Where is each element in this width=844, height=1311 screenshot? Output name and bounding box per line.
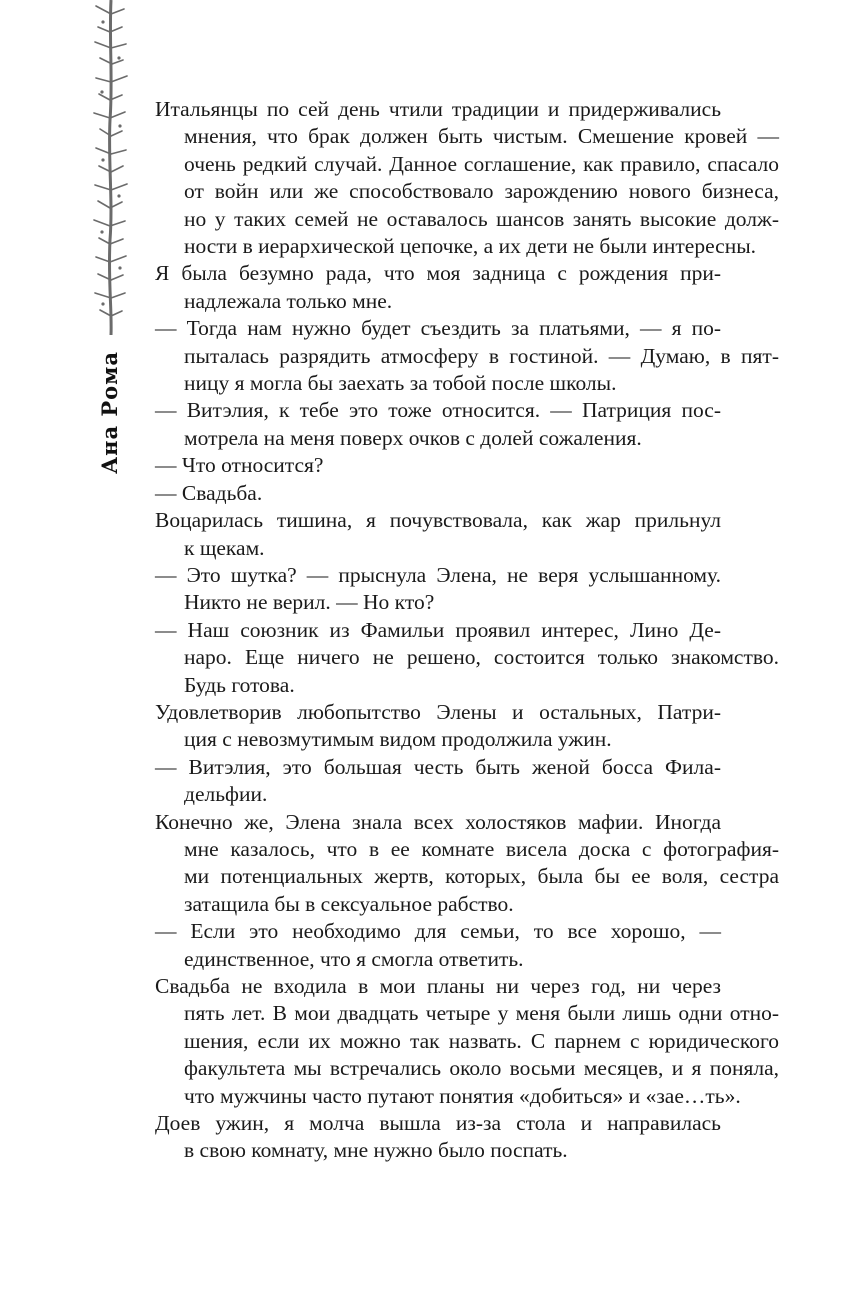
- text-line: Никто не верил. — Но кто?: [184, 590, 435, 615]
- text-line: Я была безумно рада, что моя задница с рождения при-: [155, 261, 721, 286]
- paragraph: [155, 452, 779, 479]
- text-line: ности в иерархической цепочке, а их дети не были интересны.: [184, 234, 757, 259]
- text-line: — Если это необходимо для семьи, то все хорошо, —: [155, 919, 721, 944]
- text-line: шения, если их можно так назвать. С парнем с юридического: [184, 1028, 779, 1053]
- paragraph: [155, 507, 779, 562]
- text-line: ницу я могла бы заехать за тобой после школы.: [184, 371, 617, 396]
- text-line: пыталась разрядить атмосферу в гостиной. — Думаю, в пят-: [184, 343, 779, 368]
- paragraph: [155, 918, 779, 973]
- text-line: Удовлетворив любопытство Элены и остальных, Патри-: [155, 699, 721, 724]
- text-line: Свадьба не входила в мои планы ни через год, ни через: [155, 974, 721, 998]
- text-line: дельфии.: [184, 782, 268, 807]
- text-line: от войн или же способствовало зарождению нового бизнеса,: [184, 179, 779, 204]
- text-line: Будь готова.: [184, 672, 295, 697]
- text-line: в свою комнату, мне нужно было поспать.: [184, 1138, 568, 1163]
- text-line: надлежала только мне.: [184, 288, 393, 313]
- paragraph: [155, 809, 779, 919]
- text-line: — Тогда нам нужно будет съездить за платьями, — я по-: [155, 316, 721, 341]
- text-line: пять лет. В мои двадцать четыре у меня были лишь одни отно-: [184, 1001, 779, 1026]
- running-head-author: [92, 352, 128, 472]
- paragraph: [155, 480, 779, 507]
- text-line: ми потенциальных жертв, которых, была бы ее воля, сестра: [184, 864, 779, 889]
- text-line: затащила бы в сексуальное рабство.: [184, 891, 514, 916]
- text-line: мне казалось, что в ее комнате висела доска с фотография-: [184, 836, 779, 861]
- text-line: — Это шутка? — прыснула Элена, не веря услышанному.: [155, 562, 721, 587]
- text-line: мнения, что брак должен быть чистым. Смешение кровей —: [184, 124, 779, 149]
- paragraph: [155, 754, 779, 809]
- text-line: — Наш союзник из Фамильи проявил интерес, Лино Де-: [155, 617, 721, 642]
- paragraph: [155, 1110, 779, 1165]
- text-line: — Свадьба.: [155, 480, 263, 505]
- text-line: что мужчины часто путают понятия «добиться» и «зае…ть».: [184, 1083, 741, 1108]
- text-line: ция с невозмутимым видом продолжила ужин.: [184, 727, 612, 752]
- paragraph: [155, 617, 779, 699]
- paragraph: [155, 96, 779, 260]
- body-text: [155, 96, 779, 1165]
- text-line: но у таких семей не оставалось шансов занять высокие долж-: [184, 206, 779, 231]
- text-line: — Что относится?: [155, 453, 324, 478]
- text-line: очень редкий случай. Данное соглашение, как правило, спасало: [184, 151, 779, 176]
- text-line: мотрела на меня поверх очков с долей сожаления.: [184, 425, 642, 450]
- text-line: факультета мы встречались около восьми месяцев, и я поняла,: [184, 1056, 779, 1081]
- text-line: к щекам.: [184, 535, 265, 560]
- paragraph: [155, 260, 779, 315]
- text-line: — Витэлия, это большая честь быть женой босса Фила-: [155, 754, 721, 779]
- paragraph: [155, 315, 779, 397]
- paragraph: [155, 699, 779, 754]
- text-line: Воцарилась тишина, я почувствовала, как жар прильнул: [155, 508, 721, 533]
- running-head-text: Ана Рома: [97, 350, 123, 474]
- text-line: единственное, что я смогла ответить.: [184, 946, 524, 971]
- text-line: — Витэлия, к тебе это тоже относится. — Патриция пос-: [155, 398, 721, 423]
- text-line: Конечно же, Элена знала всех холостяков мафии. Иногда: [155, 809, 721, 834]
- paragraph: [155, 973, 779, 1110]
- paragraph: [155, 562, 779, 617]
- paragraph: [155, 397, 779, 452]
- text-line: Доев ужин, я молча вышла из-за стола и направилась: [155, 1111, 721, 1136]
- thorn-branch-icon: [86, 0, 136, 335]
- text-line: наро. Еще ничего не решено, состоится только знакомство.: [184, 645, 779, 670]
- text-line: Итальянцы по сей день чтили традиции и придерживались: [155, 97, 721, 121]
